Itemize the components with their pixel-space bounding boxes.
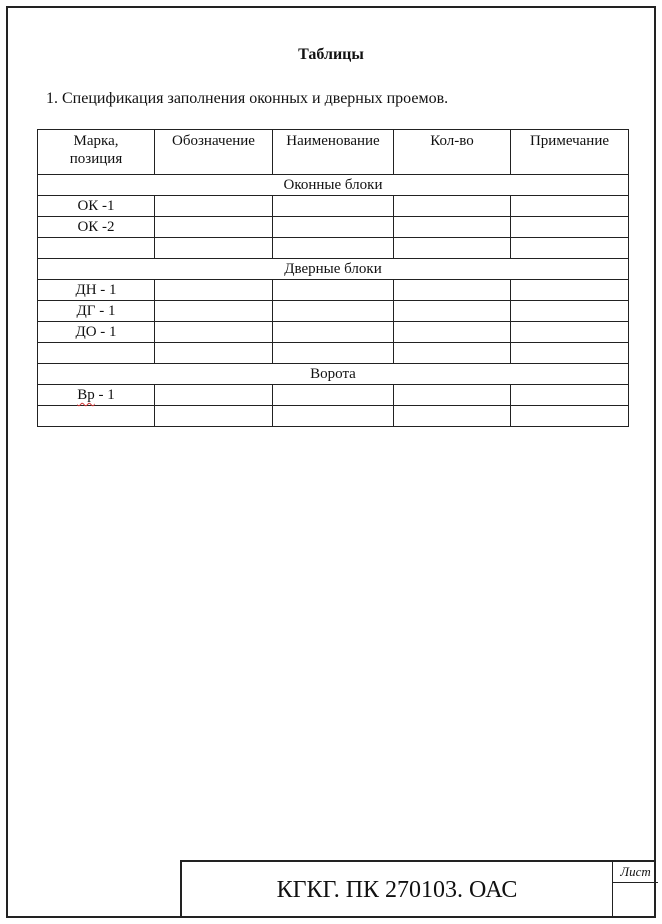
mark-cell: Вр - 1 — [38, 385, 155, 406]
document-code: КГКГ. ПК 270103. ОАС — [276, 877, 518, 903]
empty-cell — [511, 322, 629, 343]
empty-cell — [394, 301, 511, 322]
table-caption: 1. Спецификация заполнения оконных и дверных проемов. — [46, 90, 449, 107]
table-row — [38, 238, 629, 259]
page-title: Таблицы — [298, 46, 364, 63]
empty-cell — [394, 217, 511, 238]
empty-cell — [511, 196, 629, 217]
empty-cell — [155, 322, 273, 343]
section-row — [38, 175, 629, 196]
empty-cell — [511, 238, 629, 259]
mark-cell — [38, 238, 155, 259]
title-block — [180, 860, 656, 918]
empty-cell — [273, 280, 394, 301]
empty-cell — [155, 238, 273, 259]
specification-table — [37, 129, 629, 427]
empty-cell — [511, 280, 629, 301]
empty-cell — [155, 406, 273, 427]
empty-cell — [511, 406, 629, 427]
empty-cell — [394, 238, 511, 259]
table-row — [38, 301, 629, 322]
empty-cell — [155, 343, 273, 364]
empty-cell — [273, 217, 394, 238]
empty-cell — [155, 217, 273, 238]
table-row — [38, 406, 629, 427]
empty-cell — [273, 196, 394, 217]
mark-cell — [38, 406, 155, 427]
table-row — [38, 280, 629, 301]
empty-cell — [511, 217, 629, 238]
header-note: Примечание — [511, 130, 629, 175]
mark-cell: ОК -2 — [38, 217, 155, 238]
empty-cell — [273, 322, 394, 343]
section-title: Оконные блоки — [38, 175, 629, 196]
section-row — [38, 259, 629, 280]
empty-cell — [273, 406, 394, 427]
empty-cell — [394, 196, 511, 217]
mark-cell: ОК -1 — [38, 196, 155, 217]
mark-cell: ДН - 1 — [38, 280, 155, 301]
empty-cell — [394, 406, 511, 427]
empty-cell — [273, 343, 394, 364]
section-row — [38, 364, 629, 385]
table-row — [38, 322, 629, 343]
mark-cell: ДГ - 1 — [38, 301, 155, 322]
table-row — [38, 343, 629, 364]
empty-cell — [394, 343, 511, 364]
empty-cell — [155, 301, 273, 322]
header-name: Наименование — [273, 130, 394, 175]
sheet-box — [612, 862, 658, 918]
empty-cell — [155, 280, 273, 301]
sheet-label: Лист — [613, 862, 658, 883]
empty-cell — [273, 301, 394, 322]
table-row — [38, 196, 629, 217]
table-header-row — [38, 130, 629, 175]
empty-cell — [155, 385, 273, 406]
empty-cell — [511, 385, 629, 406]
mark-cell: ДО - 1 — [38, 322, 155, 343]
section-title: Ворота — [38, 364, 629, 385]
empty-cell — [394, 280, 511, 301]
empty-cell — [273, 238, 394, 259]
empty-cell — [511, 301, 629, 322]
section-title: Дверные блоки — [38, 259, 629, 280]
empty-cell — [155, 196, 273, 217]
header-designation: Обозначение — [155, 130, 273, 175]
empty-cell — [273, 385, 394, 406]
header-quantity: Кол-во — [394, 130, 511, 175]
table-row — [38, 385, 629, 406]
mark-cell — [38, 343, 155, 364]
empty-cell — [511, 343, 629, 364]
table-row — [38, 217, 629, 238]
empty-cell — [394, 385, 511, 406]
empty-cell — [394, 322, 511, 343]
header-mark: Марка, позиция — [38, 130, 155, 175]
